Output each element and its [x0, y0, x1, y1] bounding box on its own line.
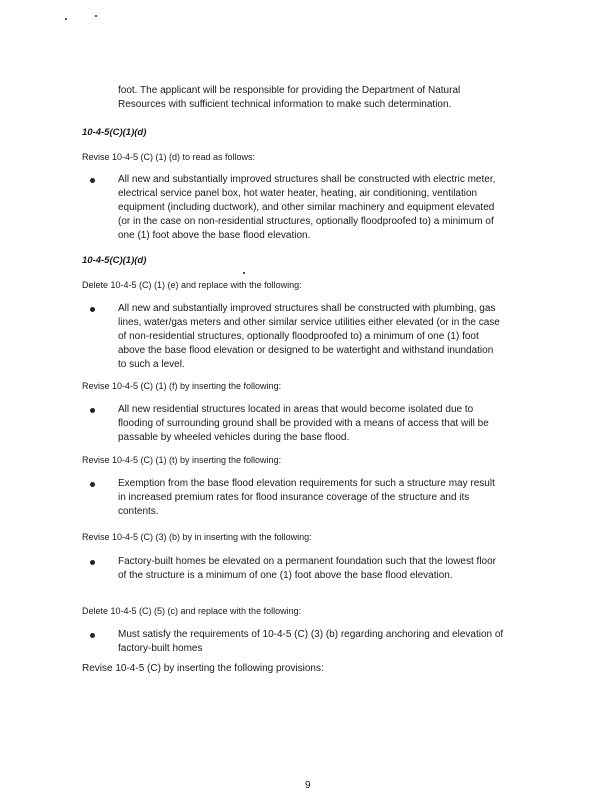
text-line: All new and substantially improved structures shall be constructed with plumbing, gas — [118, 303, 496, 314]
page-number: 9 — [305, 780, 311, 791]
scan-speck — [243, 272, 245, 274]
bullet-icon — [90, 408, 95, 413]
text-line: of non-residential structures, optionally floodproofed to) a minimum of one (1) foot — [118, 331, 479, 342]
text-line: above the base flood elevation or designed to be watertight and withstand inundation — [118, 345, 494, 356]
text-line: of the structure is a minimum of one (1) foot above the base flood elevation. — [118, 570, 453, 581]
bullet-item — [118, 477, 495, 519]
text-line: Must satisfy the requirements of 10-4-5 (C) (3) (b) regarding anchoring and elevation of — [118, 629, 504, 640]
section-heading: 10-4-5(C)(1)(d) — [82, 255, 147, 266]
instruction: Delete 10-4-5 (C) (1) (e) and replace with the following: — [82, 280, 302, 290]
bullet-icon — [90, 178, 95, 183]
intro-paragraph — [118, 84, 460, 112]
text-line: lines, water/gas meters and other similar service utilities either elevated (or in the case — [118, 317, 500, 328]
text-line: one (1) foot above the base flood elevation. — [118, 230, 311, 241]
instruction: Revise 10-4-5 (C) (3) (b) by in inserting with the following: — [82, 532, 312, 542]
instruction: Revise 10-4-5 (C) (1) (f) by inserting the following: — [82, 381, 282, 391]
text-line: foot. The applicant will be responsible for providing the Department of Natural — [118, 85, 461, 96]
text-line: to such a level. — [118, 359, 185, 370]
scan-speck — [65, 18, 67, 20]
text-line: Factory-built homes be elevated on a permanent foundation such that the lowest floor — [118, 556, 497, 567]
bullet-icon — [90, 633, 95, 638]
text-line: factory-built homes — [118, 643, 203, 654]
instruction: Delete 10-4-5 (C) (5) (c) and replace with the following: — [82, 606, 302, 616]
text-line: contents. — [118, 506, 159, 517]
bullet-item — [118, 628, 503, 656]
bullet-item — [118, 173, 495, 243]
text-line: passable by wheeled vehicles during the base flood. — [118, 432, 350, 443]
text-line: All new and substantially improved structures shall be constructed with electric meter, — [118, 174, 496, 185]
bullet-icon — [90, 307, 95, 312]
instruction: Revise 10-4-5 (C) (1) (t) by inserting the following: — [82, 455, 282, 465]
scan-speck — [95, 15, 97, 17]
bullet-item — [118, 403, 489, 445]
bullet-icon — [90, 560, 95, 565]
instruction: Revise 10-4-5 (C) (1) (d) to read as follows: — [82, 152, 256, 162]
text-line: Resources with sufficient technical information to make such determination. — [118, 99, 452, 110]
text-line: electrical service panel box, hot water heater, heating, air conditioning, ventilation — [118, 188, 478, 199]
text-line: in increased premium rates for flood insurance coverage of the structure and its — [118, 492, 470, 503]
text-line: All new residential structures located in areas that would become isolated due to — [118, 404, 474, 415]
instruction: Revise 10-4-5 (C) by inserting the following provisions: — [82, 663, 324, 674]
text-line: flooding of surrounding ground shall be provided with a means of access that will be — [118, 418, 489, 429]
bullet-item — [118, 302, 500, 372]
section-heading: 10-4-5(C)(1)(d) — [82, 127, 147, 138]
bullet-icon — [90, 482, 95, 487]
bullet-item — [118, 555, 496, 583]
text-line: (or in the case on non-residential structures, optionally floodproofed to) a minimum of — [118, 216, 494, 227]
text-line: Exemption from the base flood elevation requirements for such a structure may result — [118, 478, 495, 489]
text-line: equipment (including ductwork), and other similar machinery and equipment elevated — [118, 202, 495, 213]
